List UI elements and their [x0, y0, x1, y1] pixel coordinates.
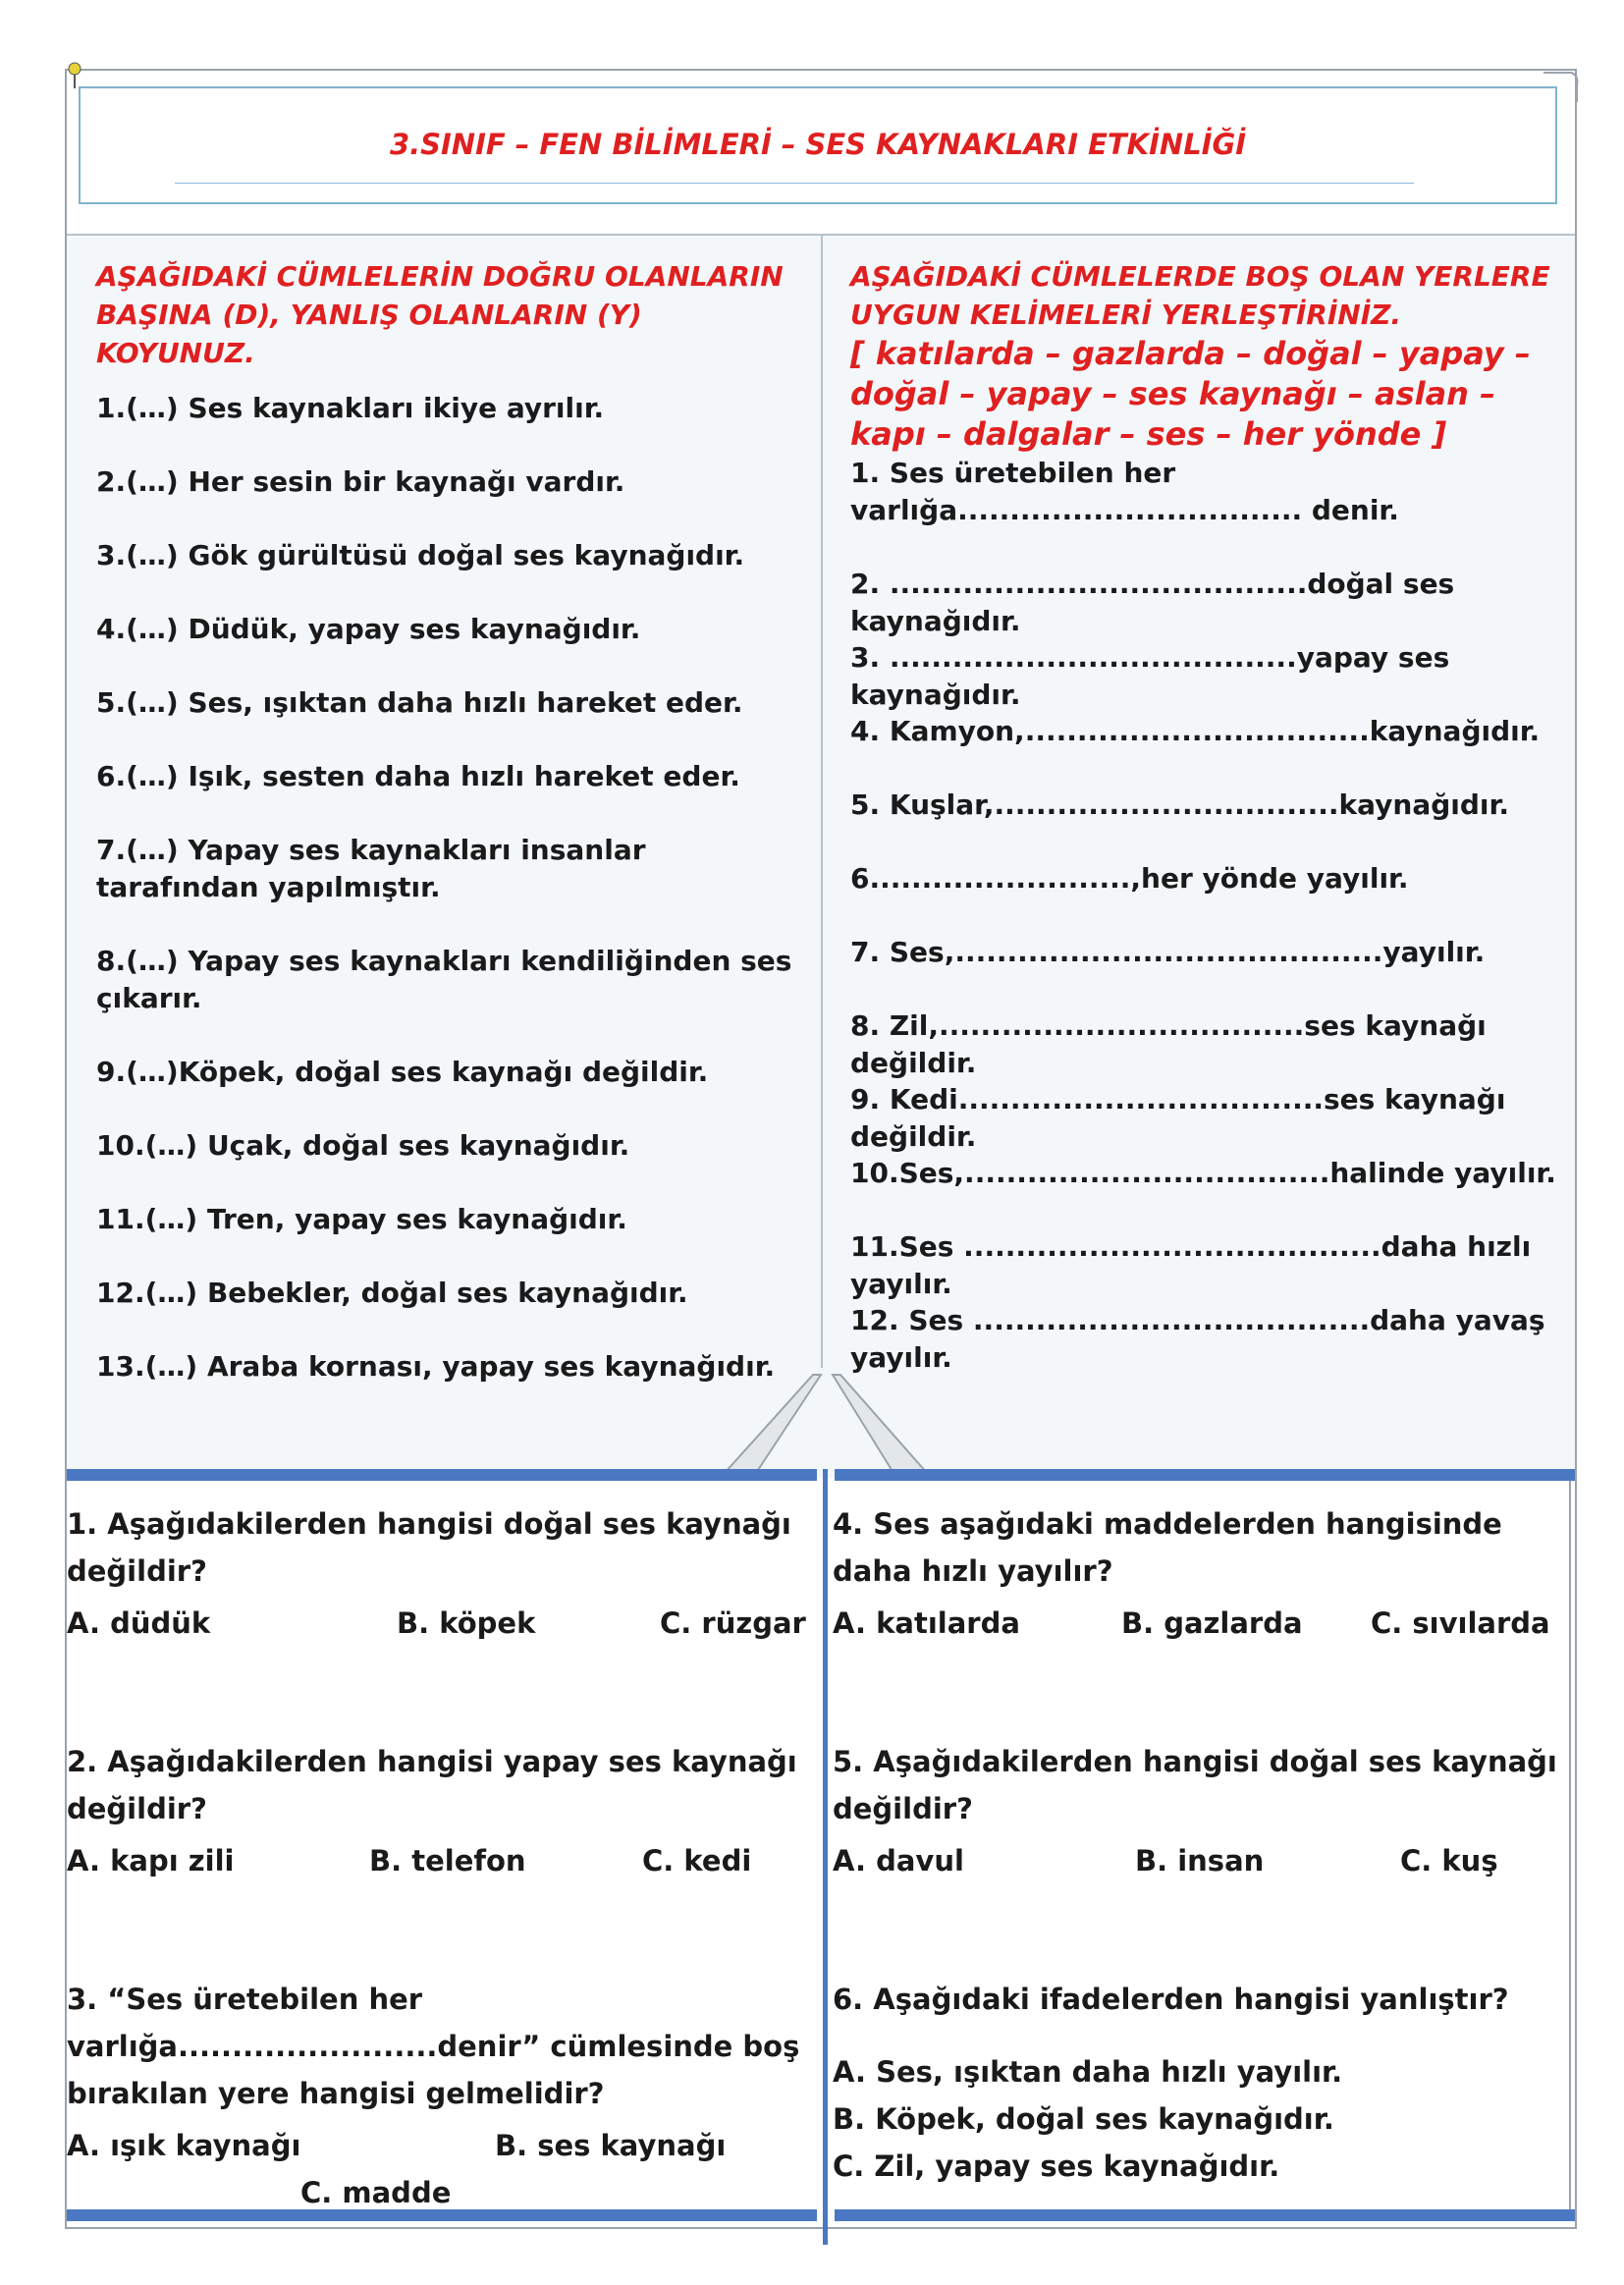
option-a[interactable]: A. davul [833, 1844, 964, 1877]
option-c[interactable]: C. kuş [1400, 1844, 1498, 1877]
quiz-question-3 [67, 1976, 813, 2209]
answer-options [67, 2129, 813, 2209]
list-item: 2. ........................................doğal ses kaynağıdır. [850, 568, 1455, 637]
question-text: 4. Ses aşağıdaki maddelerden hangisinde daha hızlı yayılır? [833, 1507, 1502, 1588]
list-item: 5. Kuşlar,.................................kaynağıdır. [850, 789, 1509, 821]
section-heading: AŞAĞIDAKİ CÜMLELERDE BOŞ OLAN YERLERE UYGUN KELİMELERİ YERLEŞTİRİNİZ. [850, 260, 1550, 331]
list-item: 13.(…) Araba kornası, yapay ses kaynağıdır. [96, 1350, 776, 1383]
title-underline [175, 183, 1414, 184]
option-b[interactable]: B. telefon [369, 1844, 526, 1877]
option-b[interactable]: B. ses kaynağı [495, 2129, 727, 2162]
list-item: 12. Ses ......................................daha yavaş yayılır. [850, 1304, 1545, 1374]
option-a[interactable]: A. Ses, ışıktan daha hızlı yayılır. [833, 2055, 1343, 2089]
question-text: 6. Aşağıdaki ifadelerden hangisi yanlıştır? [833, 1983, 1509, 2016]
list-item: 10.(…) Uçak, doğal ses kaynağıdır. [96, 1129, 630, 1162]
fill-blank-section [850, 257, 1557, 1374]
option-a[interactable]: A. katılarda [833, 1606, 1020, 1640]
fill-blank-list [850, 455, 1557, 1374]
quiz-question-5 [833, 1738, 1559, 1891]
option-c[interactable]: C. madde [300, 2176, 452, 2209]
option-b[interactable]: B. gazlarda [1121, 1606, 1303, 1640]
list-item: 5.(…) Ses, ışıktan daha hızlı hareket eder. [96, 686, 743, 719]
option-a[interactable]: A. düdük [67, 1606, 211, 1640]
quiz-question-4 [833, 1500, 1559, 1654]
list-item: 8. Zil,...................................ses kaynağı değildir. [850, 1009, 1487, 1079]
answer-options [67, 1844, 813, 1891]
question-text: 3. “Ses üretebilen her varlığa........................denir” cümlesinde boş bırakılan yere hangisi gelmelidir? [67, 1983, 800, 2110]
quiz-bottom-bar [835, 2209, 1575, 2221]
answer-options [67, 1606, 813, 1654]
column-divider [821, 234, 823, 1368]
list-item: 11.(…) Tren, yapay ses kaynağıdır. [96, 1203, 627, 1235]
list-item: 1. Ses üretebilen her varlığa................................. denir. [850, 457, 1399, 526]
word-bank: [ katılarda – gazlarda – doğal – yapay – doğal – yapay – ses kaynağı – aslan – kapı – dalgalar – ses – her yönde ] [850, 335, 1531, 453]
list-item: 11.Ses ........................................daha hızlı yayılır. [850, 1230, 1532, 1300]
question-text: 2. Aşağıdakilerden hangisi yapay ses kaynağı değildir? [67, 1745, 797, 1825]
quiz-right-border [1569, 1481, 1571, 2209]
option-c[interactable]: C. rüzgar [660, 1606, 806, 1640]
list-item: 12.(…) Bebekler, doğal ses kaynağıdır. [96, 1277, 688, 1309]
quiz-top-bar [835, 1469, 1575, 1481]
answer-options [833, 1844, 1559, 1891]
option-b[interactable]: B. insan [1135, 1844, 1265, 1877]
option-c[interactable]: C. kedi [642, 1844, 752, 1877]
list-item: 9.(…)Köpek, doğal ses kaynağı değildir. [96, 1056, 709, 1088]
list-item: 7.(…) Yapay ses kaynakları insanlar tarafından yapılmıştır. [96, 834, 646, 903]
true-false-section [96, 257, 799, 1386]
list-item: 8.(…) Yapay ses kaynakları kendiliğinden ses çıkarır. [96, 945, 792, 1014]
quiz-question-6 [833, 1976, 1559, 2190]
option-c[interactable]: C. Zil, yapay ses kaynağıdır. [833, 2149, 1280, 2183]
list-item: 10.Ses,...................................halinde yayılır. [850, 1157, 1556, 1189]
page-title: 3.SINIF – FEN BİLİMLERİ – SES KAYNAKLARI ETKİNLİĞİ [389, 128, 1247, 161]
list-item: 2.(…) Her sesin bir kaynağı vardır. [96, 465, 625, 498]
list-item: 3. .......................................yapay ses kaynağıdır. [850, 641, 1450, 711]
option-c[interactable]: C. sıvılarda [1371, 1606, 1550, 1640]
option-a[interactable]: A. ışık kaynağı [67, 2129, 301, 2162]
list-item: 3.(…) Gök gürültüsü doğal ses kaynağıdır. [96, 539, 745, 571]
quiz-top-bar [67, 1469, 817, 1481]
quiz-bottom-bar [67, 2209, 817, 2221]
list-item: 6.........................,her yönde yayılır. [850, 862, 1409, 895]
question-text: 1. Aşağıdakilerden hangisi doğal ses kaynağı değildir? [67, 1507, 791, 1588]
section-heading: AŞAĞIDAKİ CÜMLELERİN DOĞRU OLANLARIN BAŞINA (D), YANLIŞ OLANLARIN (Y) KOYUNUZ. [96, 260, 784, 369]
answer-options [833, 2048, 1559, 2190]
answer-options [833, 1606, 1559, 1654]
list-item: 7. Ses,.........................................yayılır. [850, 936, 1486, 968]
option-b[interactable]: B. Köpek, doğal ses kaynağıdır. [833, 2102, 1334, 2136]
list-item: 9. Kedi...................................ses kaynağı değildir. [850, 1083, 1506, 1153]
quiz-question-2 [67, 1738, 813, 1891]
option-b[interactable]: B. köpek [397, 1606, 536, 1640]
list-item: 6.(…) Işık, sesten daha hızlı hareket eder. [96, 760, 740, 792]
true-false-list [96, 390, 799, 1386]
quiz-divider [823, 1469, 828, 2245]
list-item: 4. Kamyon,.................................kaynağıdır. [850, 715, 1541, 747]
list-item: 4.(…) Düdük, yapay ses kaynağıdır. [96, 613, 641, 645]
list-item: 1.(…) Ses kaynakları ikiye ayrılır. [96, 392, 605, 424]
question-text: 5. Aşağıdakilerden hangisi doğal ses kaynağı değildir? [833, 1745, 1557, 1825]
option-a[interactable]: A. kapı zili [67, 1844, 235, 1877]
quiz-question-1 [67, 1500, 813, 1654]
